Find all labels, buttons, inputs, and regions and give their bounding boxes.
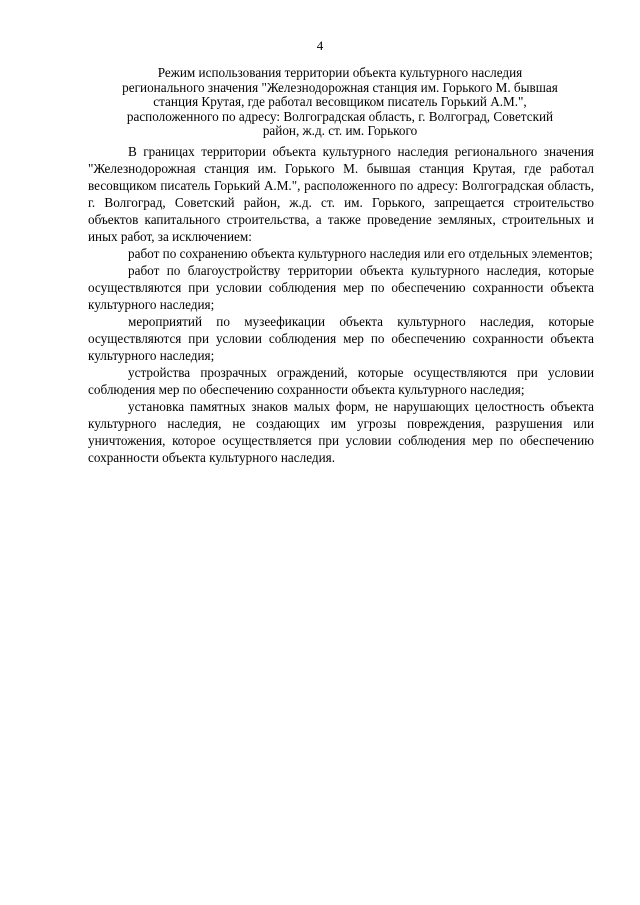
title-line: станция Крутая, где работал весовщиком писатель Горький А.М.",	[153, 94, 527, 109]
title-line: Режим использования территории объекта культурного наследия	[157, 65, 523, 80]
body-paragraph-exception-museumification: мероприятий по музеефикации объекта культурного наследия, которые осуществляются при условии соблюдения мер по обеспечению сохранности объекта культурного наследия;	[88, 314, 594, 363]
document-body	[88, 143, 594, 466]
title-line: расположенного по адресу: Волгоградская область, г. Волгоград, Советский	[126, 108, 554, 124]
body-paragraph-exception-memorial-signs: установка памятных знаков малых форм, не нарушающих целостность объекта культурного наследия, не создающих им угрозы повреждения, разрушения или уничтожения, которое осуществляется при условии соблюдения мер по обеспечению сохранности объекта культурного наследия.	[88, 399, 594, 465]
body-paragraph-exception-preservation: работ по сохранению объекта культурного наследия или его отдельных элементов;	[128, 246, 593, 261]
title-line: район, ж.д. ст. им. Горького	[262, 123, 418, 138]
page-number: 4	[316, 38, 324, 53]
body-paragraph-exception-landscaping: работ по благоустройству территории объекта культурного наследия, которые осуществляются при условии соблюдения мер по обеспечению сохранности объекта культурного наследия;	[88, 263, 594, 312]
body-paragraph-intro: В границах территории объекта культурного наследия регионального значения "Железнодорожная станция им. Горького М. бывшая станция Крутая, где работал весовщиком писатель Горький А.М.", расположенного по адресу: Волгоградская область, г. Волгоград, Советский район, ж.д. ст. им. Горького, запрещается строительство объектов капитального строительства, а также проведение земляных, строительных и иных работ, за исключением:	[88, 144, 594, 244]
body-paragraph-exception-fences: устройства прозрачных ограждений, которые осуществляются при условии соблюдения мер по обеспечению сохранности объекта культурного наследия;	[88, 365, 594, 397]
title-line: регионального значения "Железнодорожная станция им. Горького М. бывшая	[122, 79, 558, 95]
document-title	[86, 66, 594, 139]
